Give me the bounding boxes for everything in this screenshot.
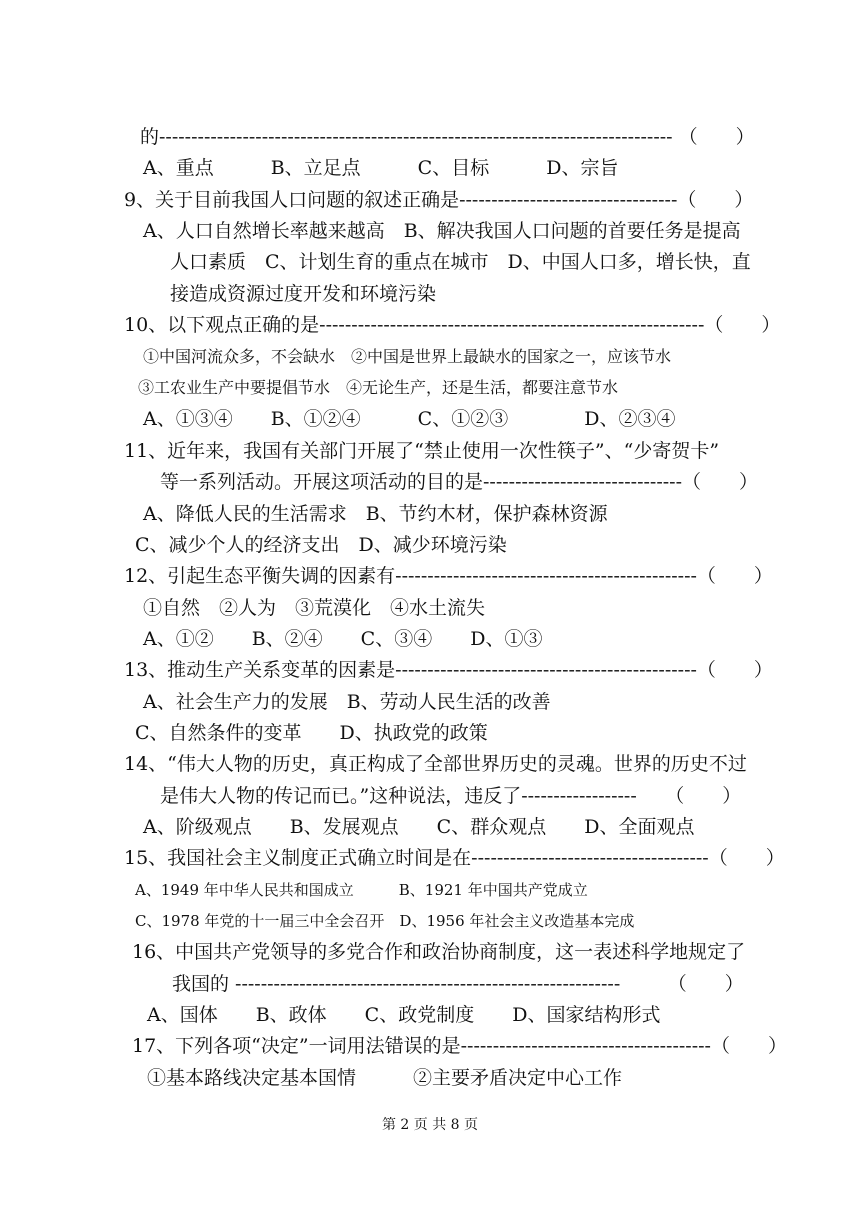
text-line: A、重点 B、立足点 C、目标 D、宗旨: [143, 157, 619, 179]
text-line: A、国体 B、政体 C、政党制度 D、国家结构形式: [147, 1004, 661, 1026]
text-line: A、阶级观点 B、发展观点 C、群众观点 D、全面观点: [143, 816, 695, 838]
question-17: 17、下列各项“决定”一词用法错误的是---------------------------------------（ ）: [132, 1035, 787, 1057]
text-line: 等一系列活动。开展这项活动的目的是-------------------------------（ ）: [160, 471, 759, 493]
text-line: C、自然条件的变革 D、执政党的政策: [135, 722, 488, 744]
question-11: 11、近年来，我国有关部门开展了“禁止使用一次性筷子”、“少寄贺卡”: [124, 440, 720, 462]
text-line: A、社会生产力的发展 B、劳动人民生活的改善: [143, 691, 551, 713]
text-line: C、1978 年党的十一届三中全会召开 D、1956 年社会主义改造基本完成: [135, 912, 635, 930]
question-14: 14、“伟大人物的历史，真正构成了全部世界历史的灵魂。世界的历史不过: [124, 753, 747, 775]
text-line: C、减少个人的经济支出 D、减少环境污染: [135, 534, 507, 556]
text-line: 的-------------------------------------------------------------------------------- （ ）: [140, 126, 755, 148]
text-line: A、①② B、②④ C、③④ D、①③: [143, 628, 543, 650]
question-13: 13、推动生产关系变革的因素是-----------------------------------------------（ ）: [124, 659, 773, 681]
text-line: A、①③④ B、①②④ C、①②③ D、②③④: [143, 408, 676, 430]
text-line: A、1949 年中华人民共和国成立 B、1921 年中国共产党成立: [135, 881, 588, 899]
text-line: 是伟大人物的传记而已。”这种说法，违反了------------------ （ ）: [160, 785, 742, 807]
text-line: 人口素质 C、计划生育的重点在城市 D、中国人口多，增长快，直: [170, 251, 751, 273]
text-line: ①中国河流众多，不会缺水 ②中国是世界上最缺水的国家之一，应该节水: [143, 347, 672, 366]
question-9: 9、关于目前我国人口问题的叙述正确是----------------------------------（ ）: [124, 189, 754, 211]
text-line: ①自然 ②人为 ③荒漠化 ④水土流失: [143, 597, 486, 619]
question-10: 10、以下观点正确的是------------------------------------------------------------（ ）: [124, 314, 781, 336]
text-line: A、人口自然增长率越来越高 B、解决我国人口问题的首要任务是提高: [143, 220, 741, 242]
question-12: 12、引起生态平衡失调的因素有-----------------------------------------------（ ）: [124, 565, 773, 587]
page-number: 第 2 页 共 8 页: [381, 1117, 479, 1133]
text-line: ③工农业生产中要提倡节水 ④无论生产，还是生活，都要注意节水: [138, 378, 619, 397]
text-line: A、降低人民的生活需求 B、节约木材，保护森林资源: [143, 503, 608, 525]
text-line: ①基本路线决定基本国情 ②主要矛盾决定中心工作: [147, 1067, 623, 1089]
text-line: 我国的 ------------------------------------------------------------ （ ）: [172, 973, 744, 995]
question-16: 16、中国共产党领导的多党合作和政治协商制度，这一表述科学地规定了: [132, 941, 746, 963]
text-line: 接造成资源过度开发和环境污染: [170, 283, 437, 305]
question-15: 15、我国社会主义制度正式确立时间是在-------------------------------------（ ）: [124, 847, 785, 869]
